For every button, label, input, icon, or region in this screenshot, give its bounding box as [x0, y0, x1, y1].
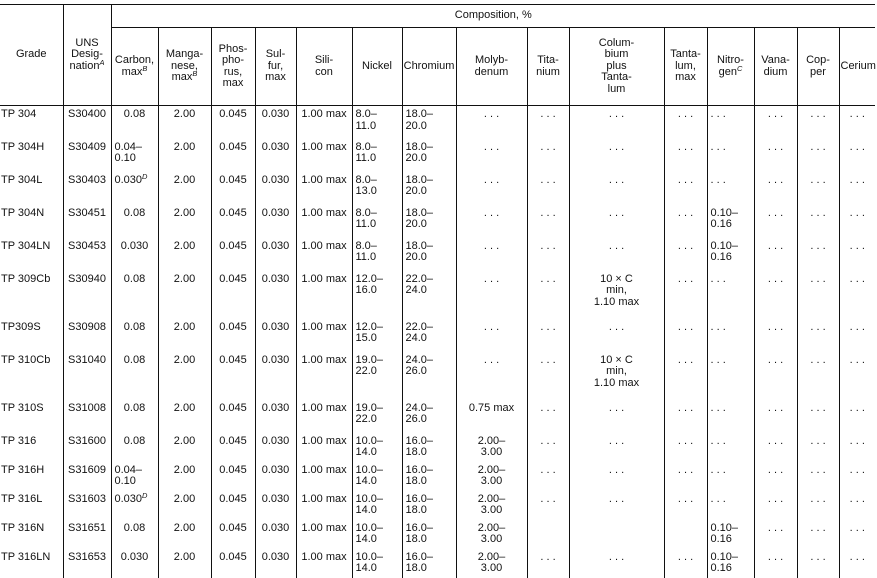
cell-copper: . . .	[797, 172, 839, 205]
cell-copper: . . .	[797, 139, 839, 172]
cell-cerium: . . .	[839, 400, 875, 433]
cell-molybdenum: . . .	[456, 238, 527, 271]
cell-columbium: 10 × C min, 1.10 max	[569, 271, 664, 319]
table-row	[0, 238, 875, 271]
cell-manganese: 2.00	[158, 491, 211, 520]
cell-manganese: 2.00	[158, 139, 211, 172]
cell-titanium: . . .	[527, 491, 569, 520]
cell-titanium: . . .	[527, 106, 569, 139]
cell-tantalum: . . .	[664, 462, 707, 491]
cell-columbium: . . .	[569, 172, 664, 205]
cell-nickel: 10.0– 14.0	[352, 520, 402, 549]
cell-chromium: 22.0– 24.0	[402, 319, 456, 352]
cell-silicon: 1.00 max	[296, 172, 352, 205]
cell-cerium: . . .	[839, 205, 875, 238]
cell-carbon: 0.08	[111, 352, 158, 400]
cell-uns: S30403	[63, 172, 111, 205]
cell-copper: . . .	[797, 352, 839, 400]
cell-titanium: . . .	[527, 271, 569, 319]
cell-molybdenum: . . .	[456, 172, 527, 205]
cell-uns: S31603	[63, 491, 111, 520]
cell-vanadium: . . .	[754, 400, 797, 433]
cell-grade: TP 304	[1, 108, 37, 120]
cell-manganese: 2.00	[158, 319, 211, 352]
cell-columbium: 10 × C min, 1.10 max	[569, 352, 664, 400]
header-phosphorus: Phos- pho- rus, max	[211, 28, 255, 106]
header-nickel: Nickel	[352, 28, 402, 106]
cell-manganese: 2.00	[158, 205, 211, 238]
cell-uns: S31008	[63, 400, 111, 433]
cell-tantalum: . . .	[664, 319, 707, 352]
cell-vanadium: . . .	[754, 549, 797, 578]
cell-sulfur: 0.030	[255, 491, 296, 520]
cell-chromium: 16.0– 18.0	[402, 549, 456, 578]
cell-titanium: . . .	[527, 352, 569, 400]
cell-silicon: 1.00 max	[296, 106, 352, 139]
cell-phosphorus: 0.045	[211, 139, 255, 172]
cell-cerium: . . .	[839, 319, 875, 352]
cell-vanadium: . . .	[754, 319, 797, 352]
cell-cerium: . . .	[839, 549, 875, 578]
cell-tantalum: . . .	[664, 106, 707, 139]
header-columbium: Colum- bium plus Tanta- lum	[569, 28, 664, 106]
cell-chromium: 16.0– 18.0	[402, 520, 456, 549]
cell-phosphorus: 0.045	[211, 319, 255, 352]
cell-uns: S30940	[63, 271, 111, 319]
cell-silicon: 1.00 max	[296, 139, 352, 172]
cell-titanium: . . .	[527, 319, 569, 352]
cell-sulfur: 0.030	[255, 549, 296, 578]
cell-tantalum: . . .	[664, 491, 707, 520]
cell-molybdenum: 0.75 max	[456, 400, 527, 433]
cell-nickel: 12.0– 15.0	[352, 319, 402, 352]
cell-molybdenum: 2.00– 3.00	[456, 549, 527, 578]
cell-carbon: 0.04– 0.10	[111, 139, 158, 172]
cell-grade: TP 310Cb	[1, 353, 51, 366]
cell-titanium: . . .	[527, 139, 569, 172]
cell-nickel: 8.0– 11.0	[352, 238, 402, 271]
cell-chromium: 18.0– 20.0	[402, 139, 456, 172]
cell-molybdenum: . . .	[456, 319, 527, 352]
cell-copper: . . .	[797, 462, 839, 491]
header-uns: UNS Desig- nation$^A$	[63, 5, 111, 106]
cell-nitrogen: . . .	[707, 319, 754, 352]
header-row-columns	[0, 28, 875, 106]
cell-nickel: 10.0– 14.0	[352, 549, 402, 578]
cell-columbium: . . .	[569, 238, 664, 271]
cell-tantalum: . . .	[664, 352, 707, 400]
table-row	[0, 205, 875, 238]
cell-chromium: 24.0– 26.0	[402, 400, 456, 433]
header-silicon: Sili- con	[296, 28, 352, 106]
cell-silicon: 1.00 max	[296, 271, 352, 319]
cell-copper: . . .	[797, 238, 839, 271]
cell-copper: . . .	[797, 520, 839, 549]
cell-copper: . . .	[797, 205, 839, 238]
cell-manganese: 2.00	[158, 352, 211, 400]
cell-nitrogen: 0.10– 0.16	[707, 238, 754, 271]
cell-carbon: 0.08	[111, 520, 158, 549]
cell-sulfur: 0.030	[255, 139, 296, 172]
cell-manganese: 2.00	[158, 271, 211, 319]
cell-chromium: 18.0– 20.0	[402, 238, 456, 271]
cell-carbon: 0.030	[111, 549, 158, 578]
header-manganese: Manga- nese, $\max^B$	[158, 28, 211, 106]
cell-nickel: 8.0– 11.0	[352, 139, 402, 172]
header-row-top	[0, 5, 875, 28]
cell-grade: TP309S	[1, 320, 41, 333]
cell-nitrogen: . . .	[707, 491, 754, 520]
cell-nitrogen: . . .	[707, 106, 754, 139]
cell-silicon: 1.00 max	[296, 433, 352, 462]
cell-tantalum: . . .	[664, 139, 707, 172]
cell-silicon: 1.00 max	[296, 462, 352, 491]
header-copper: Cop- per	[797, 28, 839, 106]
cell-uns: S30409	[63, 139, 111, 172]
cell-columbium: . . .	[569, 205, 664, 238]
cell-vanadium: . . .	[754, 520, 797, 549]
cell-cerium: . . .	[839, 271, 875, 319]
header-sulfur: Sul- fur, max	[255, 28, 296, 106]
cell-copper: . . .	[797, 319, 839, 352]
cell-nickel: 19.0– 22.0	[352, 400, 402, 433]
cell-molybdenum: . . .	[456, 106, 527, 139]
cell-chromium: 16.0– 18.0	[402, 433, 456, 462]
cell-phosphorus: 0.045	[211, 491, 255, 520]
cell-nitrogen: 0.10– 0.16	[707, 520, 754, 549]
cell-nickel: 8.0– 11.0	[352, 106, 402, 139]
cell-carbon: 0.08	[111, 433, 158, 462]
cell-carbon: 0.030	[111, 238, 158, 271]
cell-silicon: 1.00 max	[296, 549, 352, 578]
table-row	[0, 433, 875, 462]
cell-sulfur: 0.030	[255, 238, 296, 271]
cell-cerium: . . .	[839, 520, 875, 549]
cell-chromium: 18.0– 20.0	[402, 172, 456, 205]
table-row	[0, 172, 875, 205]
cell-chromium: 18.0– 20.0	[402, 205, 456, 238]
header-nitrogen: Nitro- gen$^C$	[707, 28, 754, 106]
chemical-composition-table	[0, 4, 875, 578]
table-row	[0, 352, 875, 400]
table-row	[0, 520, 875, 549]
cell-uns: S31651	[63, 520, 111, 549]
cell-grade: TP 310S	[1, 401, 44, 414]
cell-cerium: . . .	[839, 462, 875, 491]
cell-uns: S31600	[63, 433, 111, 462]
cell-titanium: . . .	[527, 172, 569, 205]
cell-uns: S30400	[63, 106, 111, 139]
cell-nickel: 8.0– 13.0	[352, 172, 402, 205]
cell-phosphorus: 0.045	[211, 520, 255, 549]
header-molybdenum: Molyb- denum	[456, 28, 527, 106]
cell-nitrogen: . . .	[707, 139, 754, 172]
cell-phosphorus: 0.045	[211, 238, 255, 271]
cell-nitrogen: . . .	[707, 433, 754, 462]
cell-uns: S30453	[63, 238, 111, 271]
cell-vanadium: . . .	[754, 205, 797, 238]
cell-sulfur: 0.030	[255, 205, 296, 238]
cell-vanadium: . . .	[754, 433, 797, 462]
header-titanium: Tita- nium	[527, 28, 569, 106]
cell-manganese: 2.00	[158, 549, 211, 578]
cell-vanadium: . . .	[754, 352, 797, 400]
cell-grade: TP 309Cb	[1, 272, 51, 285]
cell-uns: S31609	[63, 462, 111, 491]
cell-molybdenum: 2.00– 3.00	[456, 433, 527, 462]
cell-silicon: 1.00 max	[296, 352, 352, 400]
table-row	[0, 319, 875, 352]
table-row	[0, 491, 875, 520]
cell-molybdenum: . . .	[456, 271, 527, 319]
cell-tantalum: . . .	[664, 400, 707, 433]
cell-titanium: . . .	[527, 549, 569, 578]
cell-tantalum	[664, 520, 707, 549]
cell-tantalum: . . .	[664, 172, 707, 205]
cell-grade: TP 316	[1, 434, 37, 447]
cell-tantalum: . . .	[664, 549, 707, 578]
cell-columbium: . . .	[569, 106, 664, 139]
cell-grade: TP 304H	[1, 140, 45, 153]
cell-sulfur: 0.030	[255, 271, 296, 319]
cell-molybdenum: 2.00– 3.00	[456, 462, 527, 491]
cell-columbium	[569, 520, 664, 549]
table-row	[0, 462, 875, 491]
cell-phosphorus: 0.045	[211, 462, 255, 491]
cell-silicon: 1.00 max	[296, 319, 352, 352]
cell-cerium: . . .	[839, 238, 875, 271]
cell-vanadium: . . .	[754, 172, 797, 205]
header-cerium: Cerium	[839, 28, 875, 106]
cell-columbium: . . .	[569, 433, 664, 462]
header-carbon: Carbon, $\max^B$	[111, 28, 158, 106]
cell-nitrogen: . . .	[707, 271, 754, 319]
cell-sulfur: 0.030	[255, 106, 296, 139]
cell-cerium: . . .	[839, 433, 875, 462]
cell-titanium	[527, 520, 569, 549]
cell-carbon: $0.030^D$	[111, 172, 158, 205]
cell-phosphorus: 0.045	[211, 433, 255, 462]
cell-carbon: 0.04– 0.10	[111, 462, 158, 491]
cell-silicon: 1.00 max	[296, 491, 352, 520]
cell-nitrogen: . . .	[707, 400, 754, 433]
cell-molybdenum: 2.00– 3.00	[456, 520, 527, 549]
cell-vanadium: . . .	[754, 271, 797, 319]
cell-nitrogen: . . .	[707, 462, 754, 491]
cell-manganese: 2.00	[158, 172, 211, 205]
cell-cerium: . . .	[839, 172, 875, 205]
header-grade: Grade	[0, 5, 63, 106]
cell-titanium: . . .	[527, 462, 569, 491]
cell-vanadium: . . .	[754, 491, 797, 520]
cell-titanium: . . .	[527, 400, 569, 433]
cell-vanadium: . . .	[754, 462, 797, 491]
cell-nitrogen: 0.10– 0.16	[707, 549, 754, 578]
cell-cerium: . . .	[839, 139, 875, 172]
cell-vanadium: . . .	[754, 139, 797, 172]
cell-columbium: . . .	[569, 549, 664, 578]
cell-sulfur: 0.030	[255, 520, 296, 549]
cell-uns: S31040	[63, 352, 111, 400]
cell-silicon: 1.00 max	[296, 520, 352, 549]
header-vanadium: Vana- dium	[754, 28, 797, 106]
cell-tantalum: . . .	[664, 271, 707, 319]
cell-silicon: 1.00 max	[296, 205, 352, 238]
cell-chromium: 22.0– 24.0	[402, 271, 456, 319]
cell-tantalum: . . .	[664, 238, 707, 271]
cell-manganese: 2.00	[158, 433, 211, 462]
table-row	[0, 139, 875, 172]
cell-sulfur: 0.030	[255, 352, 296, 400]
cell-titanium: . . .	[527, 433, 569, 462]
cell-grade: TP 304LN	[1, 239, 51, 252]
cell-silicon: 1.00 max	[296, 238, 352, 271]
table-row	[0, 106, 875, 139]
cell-cerium: . . .	[839, 352, 875, 400]
header-tantalum: Tanta- lum, max	[664, 28, 707, 106]
cell-sulfur: 0.030	[255, 433, 296, 462]
cell-carbon: $0.030^D$	[111, 491, 158, 520]
cell-chromium: 16.0– 18.0	[402, 462, 456, 491]
cell-vanadium: . . .	[754, 238, 797, 271]
cell-carbon: 0.08	[111, 271, 158, 319]
cell-nickel: 19.0– 22.0	[352, 352, 402, 400]
cell-carbon: 0.08	[111, 106, 158, 139]
cell-chromium: 24.0– 26.0	[402, 352, 456, 400]
cell-columbium: . . .	[569, 462, 664, 491]
cell-copper: . . .	[797, 400, 839, 433]
cell-carbon: 0.08	[111, 205, 158, 238]
cell-nickel: 10.0– 14.0	[352, 491, 402, 520]
cell-titanium: . . .	[527, 205, 569, 238]
cell-manganese: 2.00	[158, 462, 211, 491]
cell-silicon: 1.00 max	[296, 400, 352, 433]
cell-columbium: . . .	[569, 319, 664, 352]
table-row	[0, 400, 875, 433]
cell-sulfur: 0.030	[255, 319, 296, 352]
cell-chromium: 16.0– 18.0	[402, 491, 456, 520]
cell-nitrogen: 0.10– 0.16	[707, 205, 754, 238]
cell-columbium: . . .	[569, 400, 664, 433]
cell-phosphorus: 0.045	[211, 549, 255, 578]
cell-uns: S30908	[63, 319, 111, 352]
cell-nickel: 10.0– 14.0	[352, 433, 402, 462]
cell-phosphorus: 0.045	[211, 106, 255, 139]
cell-sulfur: 0.030	[255, 400, 296, 433]
cell-molybdenum: . . .	[456, 205, 527, 238]
cell-grade: TP 316LN	[1, 550, 51, 563]
cell-grade: TP 316L	[1, 492, 43, 505]
cell-copper: . . .	[797, 433, 839, 462]
cell-cerium: . . .	[839, 106, 875, 139]
cell-manganese: 2.00	[158, 520, 211, 549]
cell-phosphorus: 0.045	[211, 205, 255, 238]
cell-phosphorus: 0.045	[211, 271, 255, 319]
cell-cerium: . . .	[839, 491, 875, 520]
cell-uns: S30451	[63, 205, 111, 238]
cell-phosphorus: 0.045	[211, 172, 255, 205]
cell-manganese: 2.00	[158, 238, 211, 271]
cell-grade: TP 304N	[1, 206, 45, 219]
cell-tantalum: . . .	[664, 205, 707, 238]
cell-copper: . . .	[797, 271, 839, 319]
cell-molybdenum: . . .	[456, 139, 527, 172]
cell-tantalum: . . .	[664, 433, 707, 462]
cell-grade: TP 304L	[1, 173, 43, 186]
cell-nickel: 12.0– 16.0	[352, 271, 402, 319]
cell-copper: . . .	[797, 106, 839, 139]
cell-nickel: 8.0– 11.0	[352, 205, 402, 238]
cell-carbon: 0.08	[111, 319, 158, 352]
cell-nickel: 10.0– 14.0	[352, 462, 402, 491]
cell-sulfur: 0.030	[255, 172, 296, 205]
table-row	[0, 549, 875, 578]
cell-copper: . . .	[797, 549, 839, 578]
header-composition: Composition, %	[111, 5, 875, 28]
cell-molybdenum: . . .	[456, 352, 527, 400]
cell-grade: TP 316N	[1, 521, 45, 534]
table-row	[0, 271, 875, 319]
cell-phosphorus: 0.045	[211, 400, 255, 433]
cell-columbium: . . .	[569, 491, 664, 520]
cell-grade: TP 316H	[1, 463, 45, 476]
cell-nitrogen: . . .	[707, 352, 754, 400]
cell-copper: . . .	[797, 491, 839, 520]
header-chromium: Chromium	[402, 28, 456, 106]
cell-vanadium: . . .	[754, 106, 797, 139]
cell-nitrogen: . . .	[707, 172, 754, 205]
cell-columbium: . . .	[569, 139, 664, 172]
cell-chromium: 18.0– 20.0	[402, 106, 456, 139]
cell-titanium: . . .	[527, 238, 569, 271]
cell-sulfur: 0.030	[255, 462, 296, 491]
cell-manganese: 2.00	[158, 106, 211, 139]
cell-manganese: 2.00	[158, 400, 211, 433]
cell-phosphorus: 0.045	[211, 352, 255, 400]
cell-carbon: 0.08	[111, 400, 158, 433]
cell-molybdenum: 2.00– 3.00	[456, 491, 527, 520]
cell-uns: S31653	[63, 549, 111, 578]
